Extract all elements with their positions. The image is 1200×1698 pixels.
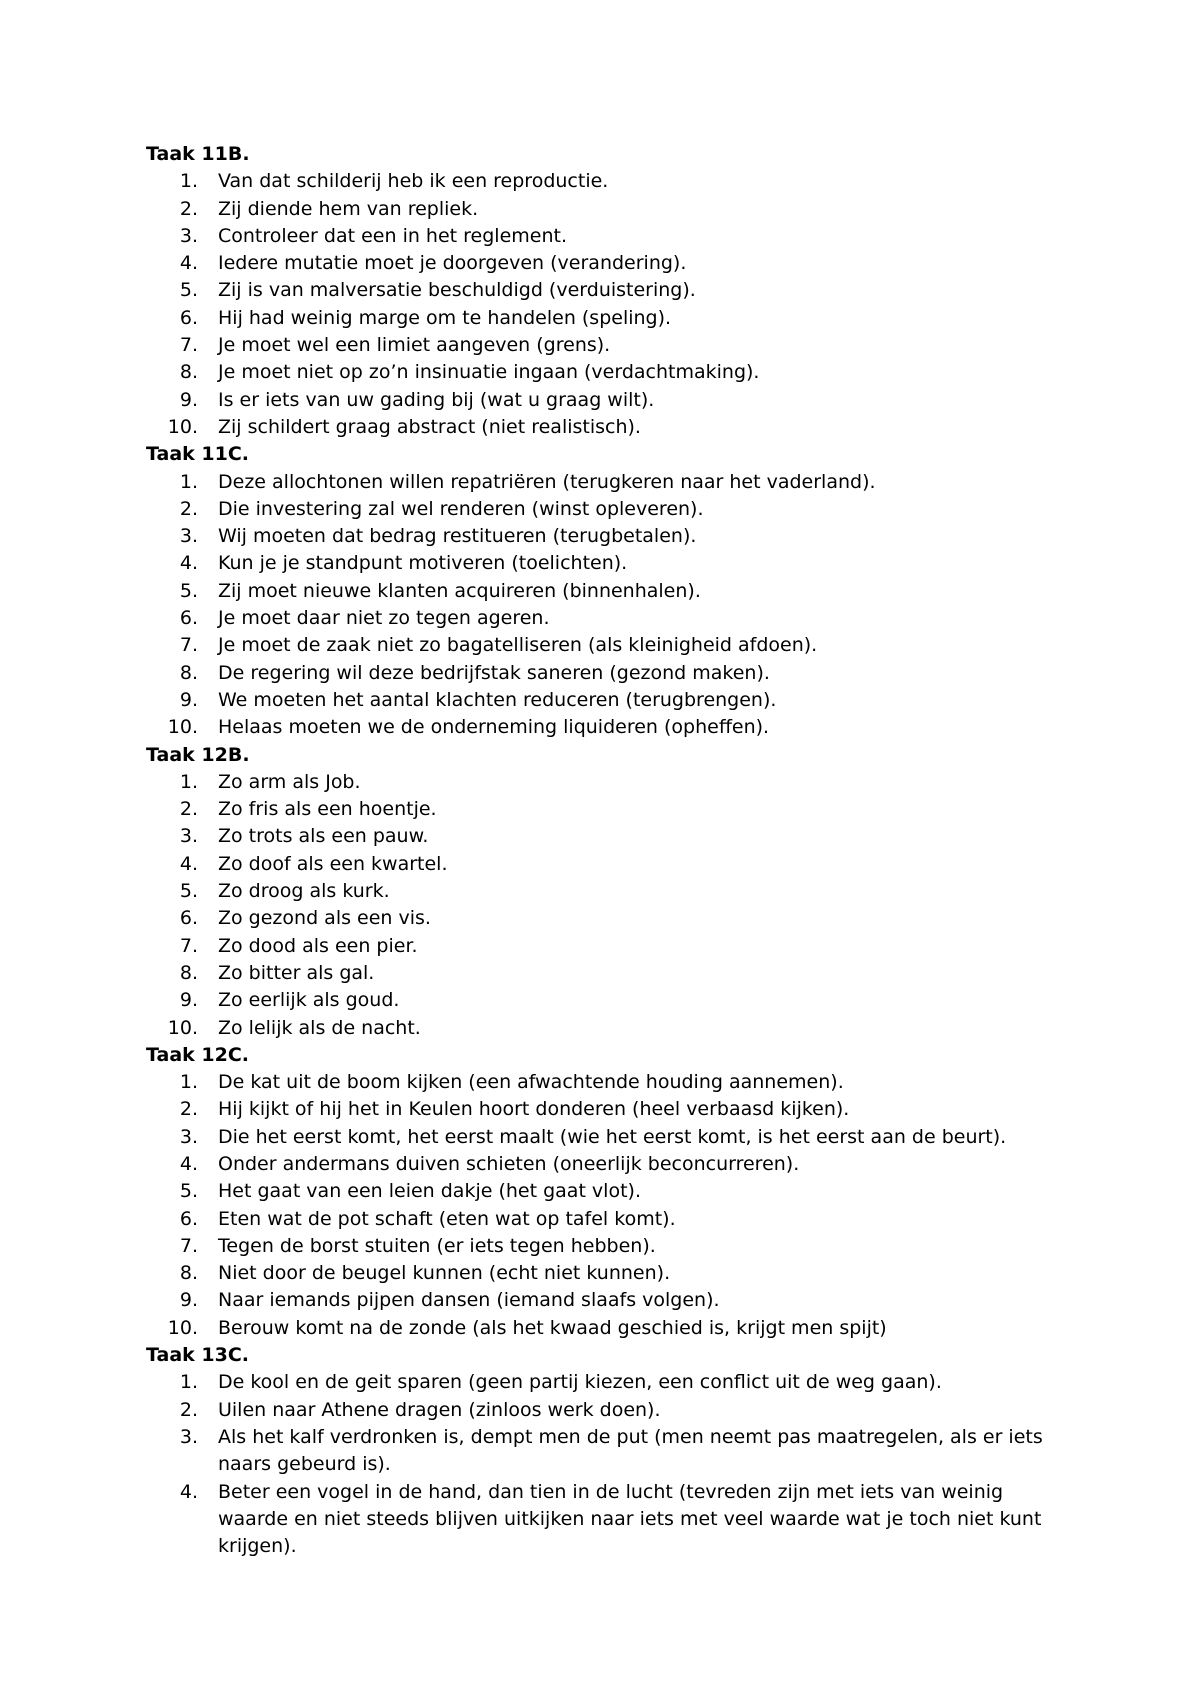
list-item — [146, 1069, 1076, 1096]
list-item-text: Die investering zal wel renderen (winst opleveren). — [218, 497, 704, 520]
list-item-number: 10. — [167, 1016, 198, 1039]
list-item-text: Wij moeten dat bedrag restitueren (terugbetalen). — [218, 525, 697, 548]
list-item-number: 4. — [179, 252, 198, 275]
list-item — [146, 578, 1076, 605]
list-item-number: 2. — [179, 497, 198, 520]
list-item-number: 4. — [179, 1480, 198, 1503]
list-item-number: 3. — [179, 1125, 198, 1148]
list-item — [146, 359, 1076, 386]
list-item-number: 2. — [179, 197, 198, 220]
list-item-number: 2. — [179, 1098, 198, 1121]
list-item — [146, 196, 1076, 223]
list-item — [146, 851, 1076, 878]
numbered-list — [146, 1069, 1076, 1342]
list-item — [146, 660, 1076, 687]
list-item — [146, 933, 1076, 960]
list-item — [146, 1178, 1076, 1205]
list-item — [146, 687, 1076, 714]
list-item-text: Zo lelijk als de nacht. — [218, 1016, 421, 1039]
list-item-text: Zo fris als een hoentje. — [218, 798, 437, 821]
list-item-text: Is er iets van uw gading bij (wat u graag wilt). — [218, 388, 655, 411]
list-item — [146, 332, 1076, 359]
list-item — [146, 1260, 1076, 1287]
list-item-number: 9. — [179, 1289, 198, 1312]
list-item — [146, 960, 1076, 987]
list-item — [146, 1206, 1076, 1233]
list-item — [146, 1397, 1076, 1424]
list-item-text: Helaas moeten we de onderneming liquideren (opheffen). — [218, 716, 770, 739]
list-item-text: Je moet wel een limiet aangeven (grens). — [218, 334, 611, 357]
list-item — [146, 523, 1076, 550]
list-item-text: Niet door de beugel kunnen (echt niet kunnen). — [218, 1262, 671, 1285]
list-item — [146, 550, 1076, 577]
list-item — [146, 277, 1076, 304]
section-heading: Taak 13C. — [146, 1344, 250, 1367]
list-item — [146, 250, 1076, 277]
section-heading: Taak 11B. — [146, 143, 250, 165]
list-item — [146, 796, 1076, 823]
list-item-number: 1. — [179, 170, 198, 193]
list-item-number: 8. — [179, 961, 198, 984]
list-item-text: Uilen naar Athene dragen (zinloos werk doen). — [218, 1398, 661, 1421]
list-item-text: Als het kalf verdronken is, dempt men de put (men neemt pas maatregelen, als er iets naars gebeurd is). — [218, 1425, 1043, 1476]
list-item-number: 8. — [179, 661, 198, 684]
list-item-number: 5. — [179, 279, 198, 302]
list-item — [146, 387, 1076, 414]
list-item-text: Je moet daar niet zo tegen ageren. — [218, 607, 550, 630]
list-item-text: Berouw komt na de zonde (als het kwaad geschied is, krijgt men spijt) — [218, 1316, 887, 1339]
list-item-text: Zij is van malversatie beschuldigd (verduistering). — [218, 279, 696, 302]
list-item-text: Het gaat van een leien dakje (het gaat vlot). — [218, 1180, 641, 1203]
list-item-number: 7. — [179, 934, 198, 957]
list-item-number: 3. — [179, 825, 198, 848]
list-item-number: 2. — [179, 1398, 198, 1421]
list-item-number: 4. — [179, 1152, 198, 1175]
list-item-text: Zo gezond als een vis. — [218, 907, 431, 930]
list-item — [146, 1096, 1076, 1123]
list-item-text: Zo doof als een kwartel. — [218, 852, 448, 875]
list-item — [146, 632, 1076, 659]
list-item-number: 10. — [167, 716, 198, 739]
document-page — [146, 141, 1076, 1560]
list-item-number: 3. — [179, 224, 198, 247]
list-item-text: Zo eerlijk als goud. — [218, 989, 400, 1012]
list-item-text: De regering wil deze bedrijfstak saneren (gezond maken). — [218, 661, 770, 684]
list-item-number: 6. — [179, 607, 198, 630]
list-item — [146, 1015, 1076, 1042]
numbered-list — [146, 168, 1076, 441]
list-item-number: 8. — [179, 1262, 198, 1285]
list-item-number: 6. — [179, 306, 198, 329]
list-item-number: 5. — [179, 1180, 198, 1203]
list-item-number: 10. — [167, 415, 198, 438]
list-item-text: Je moet niet op zo’n insinuatie ingaan (verdachtmaking). — [218, 361, 760, 384]
list-item-number: 3. — [179, 525, 198, 548]
list-item-number: 4. — [179, 552, 198, 575]
list-item-text: Hij kijkt of hij het in Keulen hoort donderen (heel verbaasd kijken). — [218, 1098, 850, 1121]
list-item-text: Zij diende hem van repliek. — [218, 197, 479, 220]
list-item — [146, 1124, 1076, 1151]
list-item — [146, 1479, 1076, 1561]
section-heading: Taak 12B. — [146, 743, 250, 766]
numbered-list — [146, 769, 1076, 1042]
list-item-number: 6. — [179, 1207, 198, 1230]
list-item-number: 9. — [179, 388, 198, 411]
list-item-text: De kat uit de boom kijken (een afwachtende houding aannemen). — [218, 1071, 844, 1094]
list-item-number: 5. — [179, 579, 198, 602]
list-item — [146, 987, 1076, 1014]
list-item-number: 4. — [179, 852, 198, 875]
list-item-text: Hij had weinig marge om te handelen (speling). — [218, 306, 672, 329]
list-item — [146, 905, 1076, 932]
list-item-number: 1. — [179, 1071, 198, 1094]
list-item-text: De kool en de geit sparen (geen partij kiezen, een conflict uit de weg gaan). — [218, 1371, 942, 1394]
list-item-text: Zo arm als Job. — [218, 770, 361, 793]
numbered-list — [146, 469, 1076, 742]
list-item-text: Zo trots als een pauw. — [218, 825, 429, 848]
list-item-number: 7. — [179, 1234, 198, 1257]
list-item — [146, 1369, 1076, 1396]
list-item-number: 2. — [179, 798, 198, 821]
list-item-number: 6. — [179, 907, 198, 930]
list-item-text: Eten wat de pot schaft (eten wat op tafel komt). — [218, 1207, 676, 1230]
list-item-text: Iedere mutatie moet je doorgeven (verandering). — [218, 252, 687, 275]
list-item-text: Zij schildert graag abstract (niet realistisch). — [218, 415, 641, 438]
list-item-number: 9. — [179, 688, 198, 711]
list-item — [146, 714, 1076, 741]
list-item-number: 3. — [179, 1425, 198, 1448]
list-item — [146, 414, 1076, 441]
list-item-text: We moeten het aantal klachten reduceren (terugbrengen). — [218, 688, 777, 711]
list-item-text: Zo dood als een pier. — [218, 934, 418, 957]
list-item-text: Kun je je standpunt motiveren (toelichten). — [218, 552, 628, 575]
list-item-number: 5. — [179, 880, 198, 903]
list-item-text: Naar iemands pijpen dansen (iemand slaafs volgen). — [218, 1289, 720, 1312]
list-item — [146, 496, 1076, 523]
list-item — [146, 1233, 1076, 1260]
list-item-text: Onder andermans duiven schieten (oneerlijk beconcurreren). — [218, 1152, 800, 1175]
section-heading: Taak 12C. — [146, 1043, 250, 1066]
list-item — [146, 469, 1076, 496]
list-item — [146, 1315, 1076, 1342]
list-item-text: Zo bitter als gal. — [218, 961, 375, 984]
list-item-number: 1. — [179, 770, 198, 793]
list-item-number: 9. — [179, 989, 198, 1012]
section-heading: Taak 11C. — [146, 443, 250, 466]
list-item — [146, 168, 1076, 195]
list-item — [146, 1287, 1076, 1314]
list-item — [146, 305, 1076, 332]
list-item — [146, 1424, 1076, 1479]
list-item — [146, 605, 1076, 632]
list-item — [146, 769, 1076, 796]
list-item-text: Controleer dat een in het reglement. — [218, 224, 567, 247]
list-item-text: Van dat schilderij heb ik een reproductie. — [218, 170, 609, 193]
list-item-number: 1. — [179, 1371, 198, 1394]
list-item-number: 8. — [179, 361, 198, 384]
list-item — [146, 223, 1076, 250]
list-item — [146, 1151, 1076, 1178]
list-item-number: 1. — [179, 470, 198, 493]
list-item-text: Zij moet nieuwe klanten acquireren (binnenhalen). — [218, 579, 701, 602]
list-item-number: 10. — [167, 1316, 198, 1339]
list-item-text: Beter een vogel in de hand, dan tien in de lucht (tevreden zijn met iets van weinig waarde en niet steeds blijven uitkijken naar iets met veel waarde wat je toch niet kunt krijgen). — [218, 1480, 1042, 1558]
list-item-text: Deze allochtonen willen repatriëren (terugkeren naar het vaderland). — [218, 470, 876, 493]
list-item-text: Je moet de zaak niet zo bagatelliseren (als kleinigheid afdoen). — [218, 634, 818, 657]
list-item — [146, 823, 1076, 850]
list-item — [146, 878, 1076, 905]
list-item-number: 7. — [179, 634, 198, 657]
list-item-number: 7. — [179, 334, 198, 357]
list-item-text: Die het eerst komt, het eerst maalt (wie het eerst komt, is het eerst aan de beurt). — [218, 1125, 1007, 1148]
list-item-text: Zo droog als kurk. — [218, 880, 390, 903]
numbered-list — [146, 1369, 1076, 1560]
list-item-text: Tegen de borst stuiten (er iets tegen hebben). — [218, 1234, 656, 1257]
